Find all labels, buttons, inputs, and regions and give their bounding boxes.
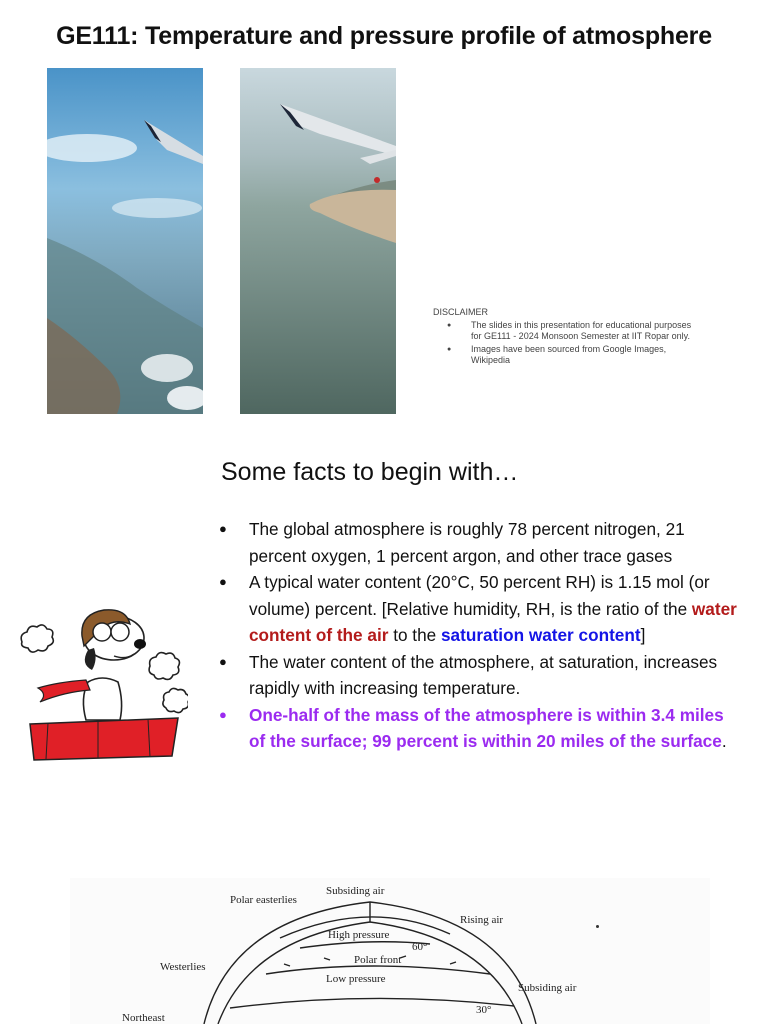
highlight-water-content: water content of the air — [249, 598, 737, 645]
label-polar-easterlies: Polar easterlies — [230, 894, 297, 906]
disclaimer-list — [433, 320, 703, 366]
airplane-window-photo-2 — [240, 68, 396, 414]
highlight-saturation: saturation water content — [440, 625, 641, 645]
label-rising-air: Rising air — [460, 914, 504, 926]
label-sixty-degrees: 60° — [412, 941, 428, 953]
fact-text: ] — [640, 625, 646, 645]
fact-text: to the — [388, 625, 441, 645]
snoopy-illustration — [18, 598, 188, 764]
global-circulation-diagram — [70, 878, 710, 1024]
airplane-window-photo-1 — [47, 68, 203, 414]
disclaimer-item: ● Images have been sourced from Google Images, Wikipedia — [433, 344, 703, 366]
label-subsiding-air-top: Subsiding air — [326, 885, 385, 897]
label-northeast: Northeast — [122, 1012, 165, 1024]
page-title: GE111: Temperature and pressure profile of atmosphere — [56, 22, 712, 50]
label-westerlies: Westerlies — [160, 961, 206, 973]
fact-item — [219, 569, 739, 649]
label-polar-front: Polar front — [354, 954, 402, 966]
highlight-mass: One-half of the mass of the atmosphere is within 3.4 miles of the surface; 99 percent is within 20 miles of the surface — [249, 704, 724, 751]
fact-text: The water content of the atmosphere, at saturation, increases rapidly with increasing temperature. — [249, 651, 718, 698]
disclaimer-item: ● The slides in this presentation for educational purposes for GE111 - 2024 Monsoon Semester at IIT Ropar only. — [433, 320, 703, 342]
facts-list — [219, 516, 739, 755]
fact-text: A typical water content (20°C, 50 percent RH) is 1.15 mol (or volume) percent. [Relative humidity, RH, is the ratio of the — [249, 572, 710, 619]
label-subsiding-air-right: Subsiding air — [518, 982, 577, 994]
disclaimer-heading: DISCLAIMER — [433, 307, 489, 317]
label-high-pressure: High pressure — [328, 929, 390, 941]
fact-text: . — [721, 731, 727, 751]
fact-text: The global atmosphere is roughly 78 percent nitrogen, 21 percent oxygen, 1 percent argon, and other trace gases — [249, 519, 685, 566]
stray-dot — [596, 925, 599, 928]
facts-heading: Some facts to begin with… — [221, 458, 519, 486]
label-thirty-degrees: 30° — [476, 1004, 492, 1016]
fact-item — [219, 516, 739, 569]
disclaimer-block — [433, 307, 703, 368]
fact-item — [219, 649, 739, 702]
label-low-pressure: Low pressure — [326, 973, 386, 985]
fact-item — [219, 702, 739, 755]
